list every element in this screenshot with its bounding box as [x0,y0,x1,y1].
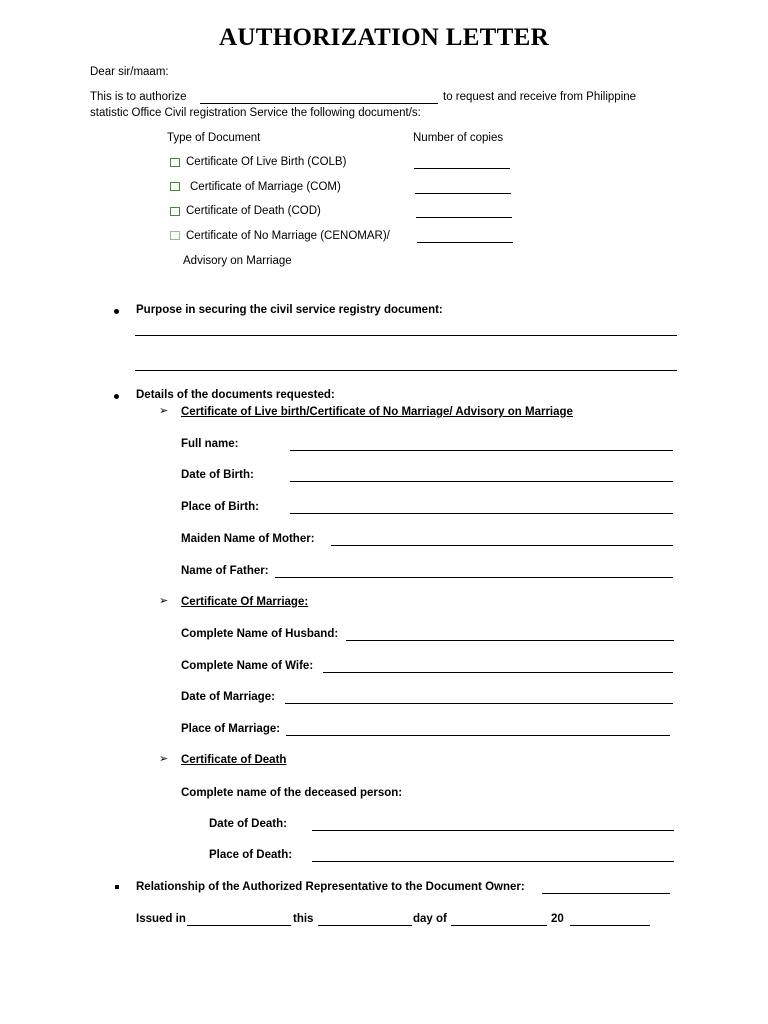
full-name-label: Full name: [181,438,239,450]
item-cenomar-continuation: Advisory on Marriage [183,255,292,267]
bullet [114,394,119,399]
purpose-label: Purpose in securing the civil service registry document: [136,304,443,316]
pob-field[interactable] [290,503,673,514]
item-colb-label: Certificate Of Live Birth (COLB) [186,156,347,168]
checkbox-cenomar[interactable] [170,231,180,240]
arrow-bullet-icon: ➢ [159,404,169,417]
details-label: Details of the documents requested: [136,389,335,401]
year-prefix: 20 [551,913,564,925]
square-bullet [115,885,119,889]
father-label: Name of Father: [181,565,269,577]
dom-field[interactable] [285,693,673,704]
intro-text-2: to request and receive from Philippine [443,91,637,103]
relationship-label: Relationship of the Authorized Representative to the Document Owner: [136,881,525,893]
salutation: Dear sir/maam: [90,66,169,78]
arrow-bullet-icon: ➢ [159,752,169,765]
pom-label: Place of Marriage: [181,723,281,735]
authorized-person-field[interactable] [200,93,438,104]
pob-label: Place of Birth: [181,501,259,513]
live-birth-heading: Certificate of Live birth/Certificate of No Marriage/ Advisory on Marriage [181,406,573,418]
husband-label: Complete Name of Husband: [181,628,339,640]
arrow-bullet-icon: ➢ [159,594,169,607]
purpose-line-1[interactable] [135,335,677,336]
issued-in-label: Issued in [136,913,186,925]
pod-field[interactable] [312,851,674,862]
checkbox-colb[interactable] [170,158,180,167]
issued-place-field[interactable] [187,915,291,926]
bullet [114,309,119,314]
father-field[interactable] [275,567,673,578]
relationship-field[interactable] [542,883,670,894]
checkbox-cod[interactable] [170,207,180,216]
pom-field[interactable] [286,725,670,736]
wife-field[interactable] [323,662,673,673]
mother-field[interactable] [331,535,673,546]
mother-label: Maiden Name of Mother: [181,533,315,545]
copies-com-field[interactable] [415,183,511,194]
document-title: AUTHORIZATION LETTER [219,24,549,51]
death-heading: Certificate of Death [181,754,287,766]
col-type-of-document: Type of Document [167,132,261,144]
this-label: this [293,913,314,925]
day-of-label: day of [413,913,447,925]
dod-label: Date of Death: [209,818,287,830]
item-com-label: Certificate of Marriage (COM) [190,181,341,193]
husband-field[interactable] [346,630,674,641]
purpose-line-2[interactable] [135,370,677,371]
dom-label: Date of Marriage: [181,691,275,703]
copies-cenomar-field[interactable] [417,232,513,243]
copies-cod-field[interactable] [416,207,512,218]
dob-field[interactable] [290,471,673,482]
pod-label: Place of Death: [209,849,293,861]
issued-month-field[interactable] [451,915,547,926]
item-cenomar-label: Certificate of No Marriage (CENOMAR)/ [186,230,390,242]
item-cod-label: Certificate of Death (COD) [186,205,321,217]
issued-day-field[interactable] [318,915,412,926]
full-name-field[interactable] [290,440,673,451]
col-number-of-copies: Number of copies [413,132,504,144]
dod-field[interactable] [312,820,674,831]
deceased-label: Complete name of the deceased person: [181,787,403,799]
intro-text-3: statistic Office Civil registration Service the following document/s: [90,107,421,119]
wife-label: Complete Name of Wife: [181,660,314,672]
intro-text-1: This is to authorize [90,91,187,103]
issued-year-field[interactable] [570,915,650,926]
copies-colb-field[interactable] [414,158,510,169]
marriage-heading: Certificate Of Marriage: [181,596,309,608]
checkbox-com[interactable] [170,182,180,191]
dob-label: Date of Birth: [181,469,254,481]
